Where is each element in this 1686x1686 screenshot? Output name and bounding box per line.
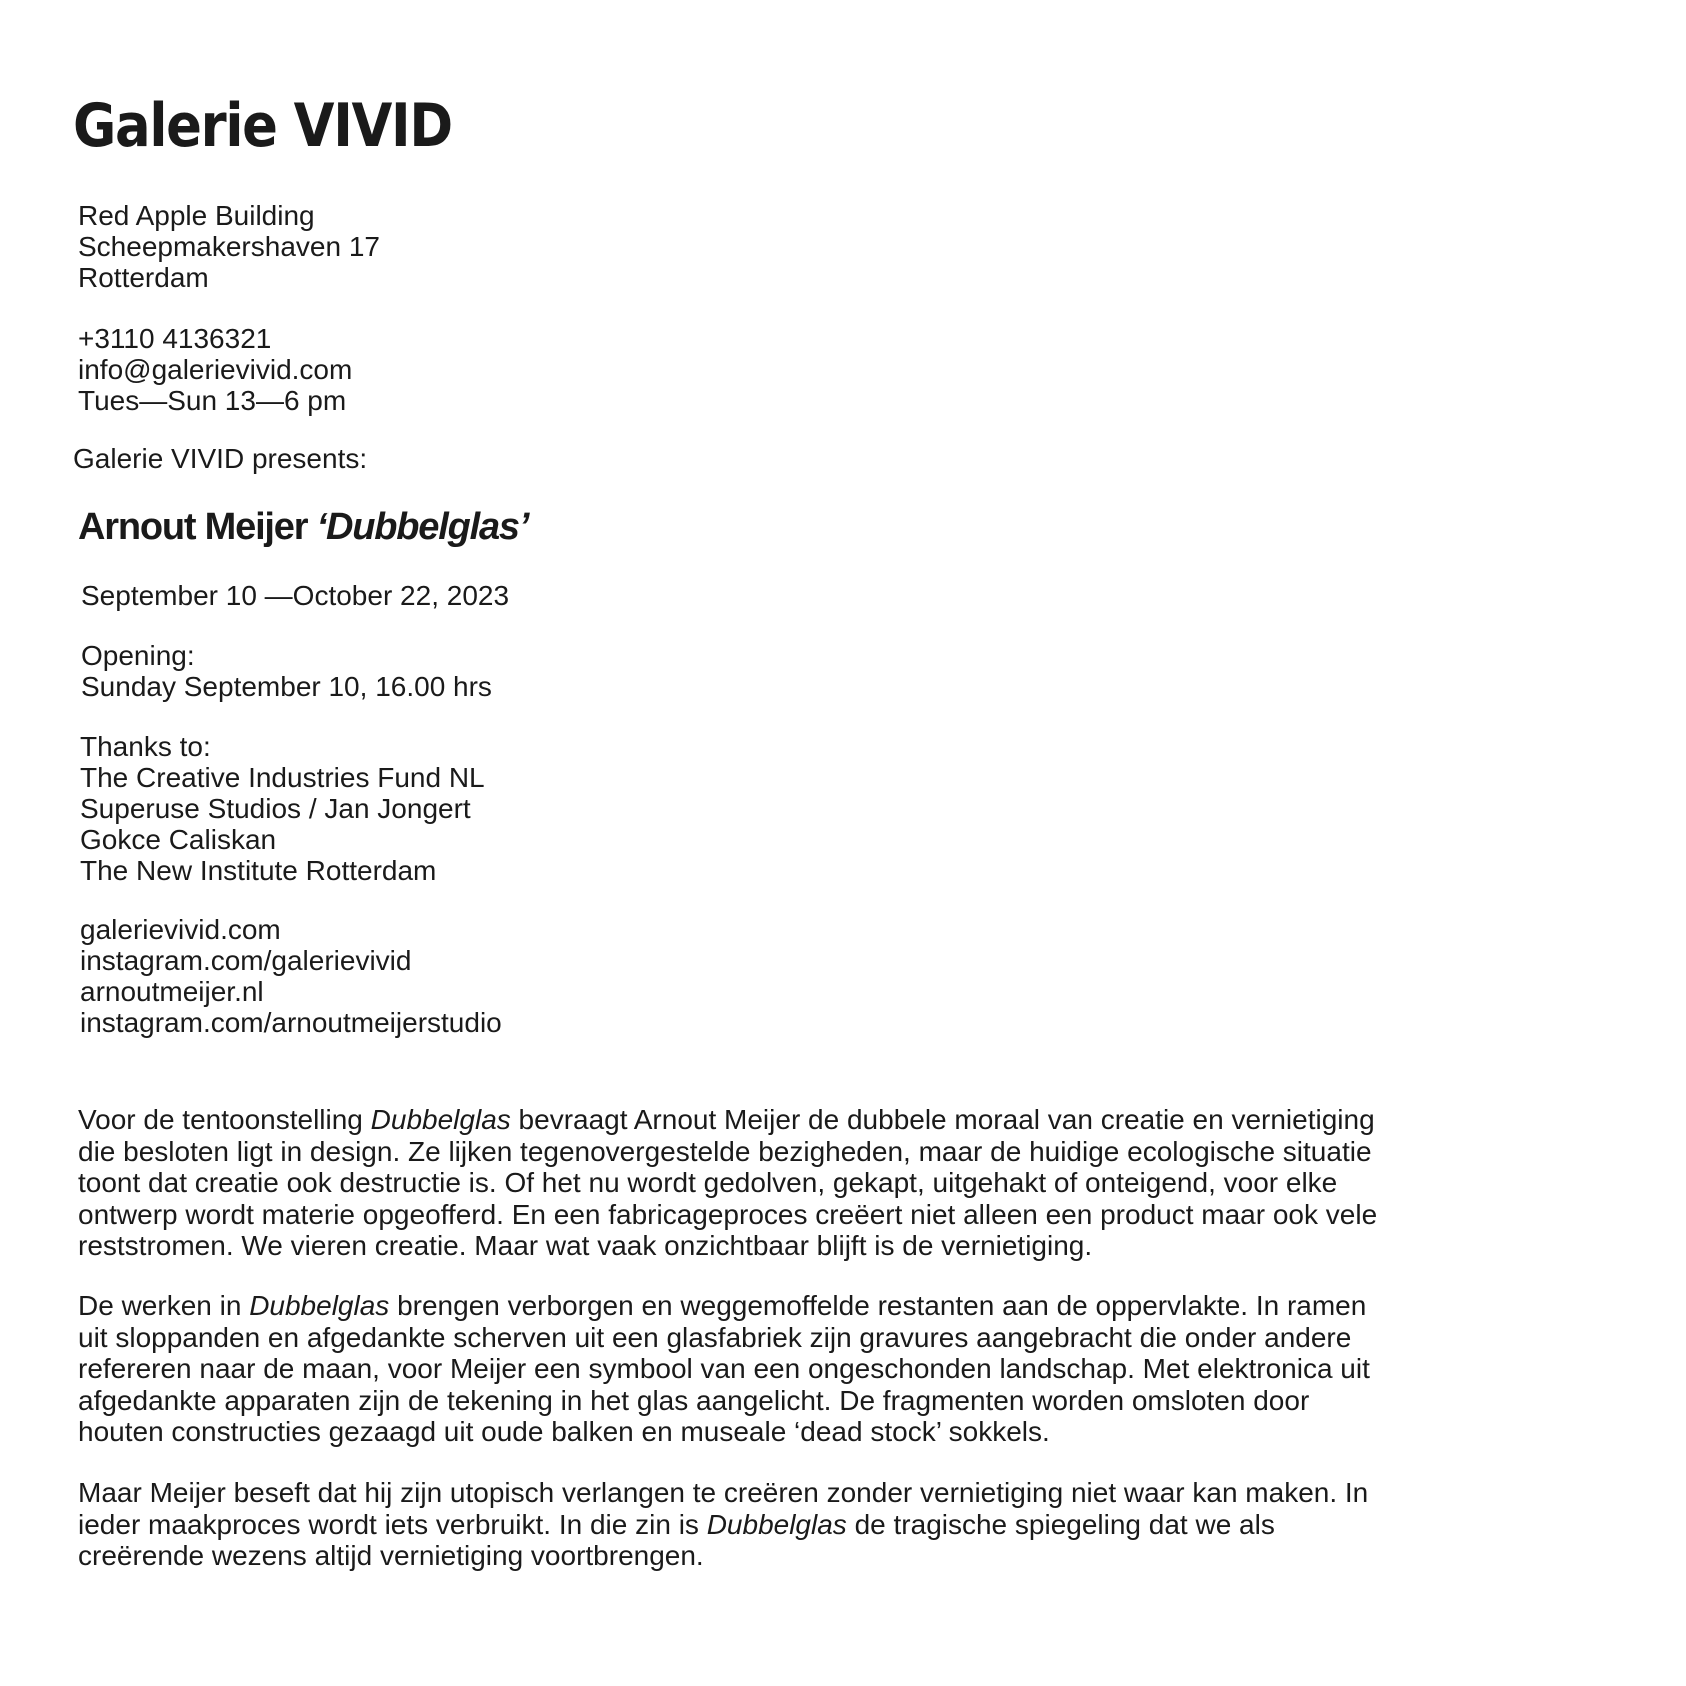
exhibition-title <box>78 506 528 548</box>
artist-name: Arnout Meijer <box>78 506 308 548</box>
gallery-address <box>78 200 380 293</box>
exhibition-dates: September 10 —October 22, 2023 <box>81 580 510 611</box>
body-line: ontwerp wordt materie opgeofferd. En een fabricageproces creëert niet alleen een product maar ook vele <box>78 1198 1378 1230</box>
thanks-section <box>80 731 485 886</box>
thanks-label: Thanks to: <box>80 731 211 762</box>
body-line: uit sloppanden en afgedankte scherven uit een glasfabriek zijn gravures aangebracht die onder andere <box>78 1321 1352 1353</box>
thanks-name: The Creative Industries Fund NL <box>80 762 485 793</box>
opening-time: Sunday September 10, 16.00 hrs <box>81 671 492 702</box>
thanks-name: Gokce Caliskan <box>80 824 277 855</box>
instagram-link[interactable]: instagram.com/arnoutmeijerstudio <box>80 1007 502 1038</box>
thanks-name: Superuse Studios / Jan Jongert <box>80 793 471 824</box>
opening-hours: Tues—Sun 13—6 pm <box>78 385 347 416</box>
website-link[interactable]: galerievivid.com <box>80 914 281 945</box>
body-line: die besloten ligt in design. Ze lijken tegenovergestelde bezigheden, maar de huidige ecologische situatie <box>78 1135 1372 1167</box>
address-line: Rotterdam <box>78 262 209 293</box>
phone-number: +3110 4136321 <box>78 323 272 354</box>
body-line: toont dat creatie ook destructie is. Of het nu wordt gedolven, gekapt, uitgehakt of onteigend, voor elke <box>78 1167 1338 1198</box>
body-line: afgedankte apparaten zijn de tekening in het glas aangelicht. De fragmenten worden omsloten door <box>78 1384 1310 1416</box>
body-text-span: Voor de tentoonstelling <box>78 1104 371 1135</box>
work-title-inline: Dubbelglas <box>249 1290 390 1321</box>
address-line: Scheepmakershaven 17 <box>78 231 380 262</box>
body-text-span: bevraagt Arnout Meijer de dubbele moraal van creatie en vernietiging <box>510 1104 1375 1135</box>
body-line: houten constructies gezaagd uit oude balken en museale ‘dead stock’ sokkels. <box>78 1416 1050 1447</box>
website-link[interactable]: arnoutmeijer.nl <box>80 976 264 1007</box>
email-address: info@galerievivid.com <box>78 354 353 385</box>
thanks-name: The New Institute Rotterdam <box>80 855 437 886</box>
body-paragraph <box>78 1477 1618 1572</box>
instagram-link[interactable]: instagram.com/galerievivid <box>80 945 412 976</box>
body-line <box>78 1290 1618 1322</box>
body-text-span: ieder maakproces wordt iets verbruikt. In die zin is <box>78 1508 707 1540</box>
gallery-title: Galerie VIVID <box>73 91 452 161</box>
body-line <box>78 1509 1618 1541</box>
gallery-contact <box>78 323 352 416</box>
work-title-inline: Dubbelglas <box>706 1508 847 1540</box>
body-text-span: De werken in <box>78 1290 250 1321</box>
body-line: reststromen. We vieren creatie. Maar wat vaak onzichtbaar blijft is de vernietiging. <box>78 1230 1093 1261</box>
body-line <box>78 1104 1618 1136</box>
body-line: creërende wezens altijd vernietiging voortbrengen. <box>78 1540 704 1571</box>
body-line: Maar Meijer beseft dat hij zijn utopisch verlangen te creëren zonder vernietiging niet waar kan maken. In <box>78 1477 1369 1508</box>
body-line: refereren naar de maan, voor Meijer een symbool van een ongeschonden landschap. Met elektronica uit <box>78 1353 1370 1384</box>
presents-line: Galerie VIVID presents: <box>73 443 368 474</box>
body-paragraph <box>78 1290 1618 1448</box>
links-section <box>80 914 502 1038</box>
address-line: Red Apple Building <box>78 200 315 231</box>
body-text-span: de tragische spiegeling dat we als <box>846 1508 1275 1540</box>
opening-label: Opening: <box>81 640 195 671</box>
body-paragraph <box>78 1104 1618 1262</box>
work-title-inline: Dubbelglas <box>370 1104 511 1135</box>
work-title: ‘Dubbelglas’ <box>316 506 529 548</box>
opening-info <box>81 640 492 702</box>
body-text-span: brengen verborgen en weggemoffelde restanten aan de oppervlakte. In ramen <box>389 1290 1367 1321</box>
